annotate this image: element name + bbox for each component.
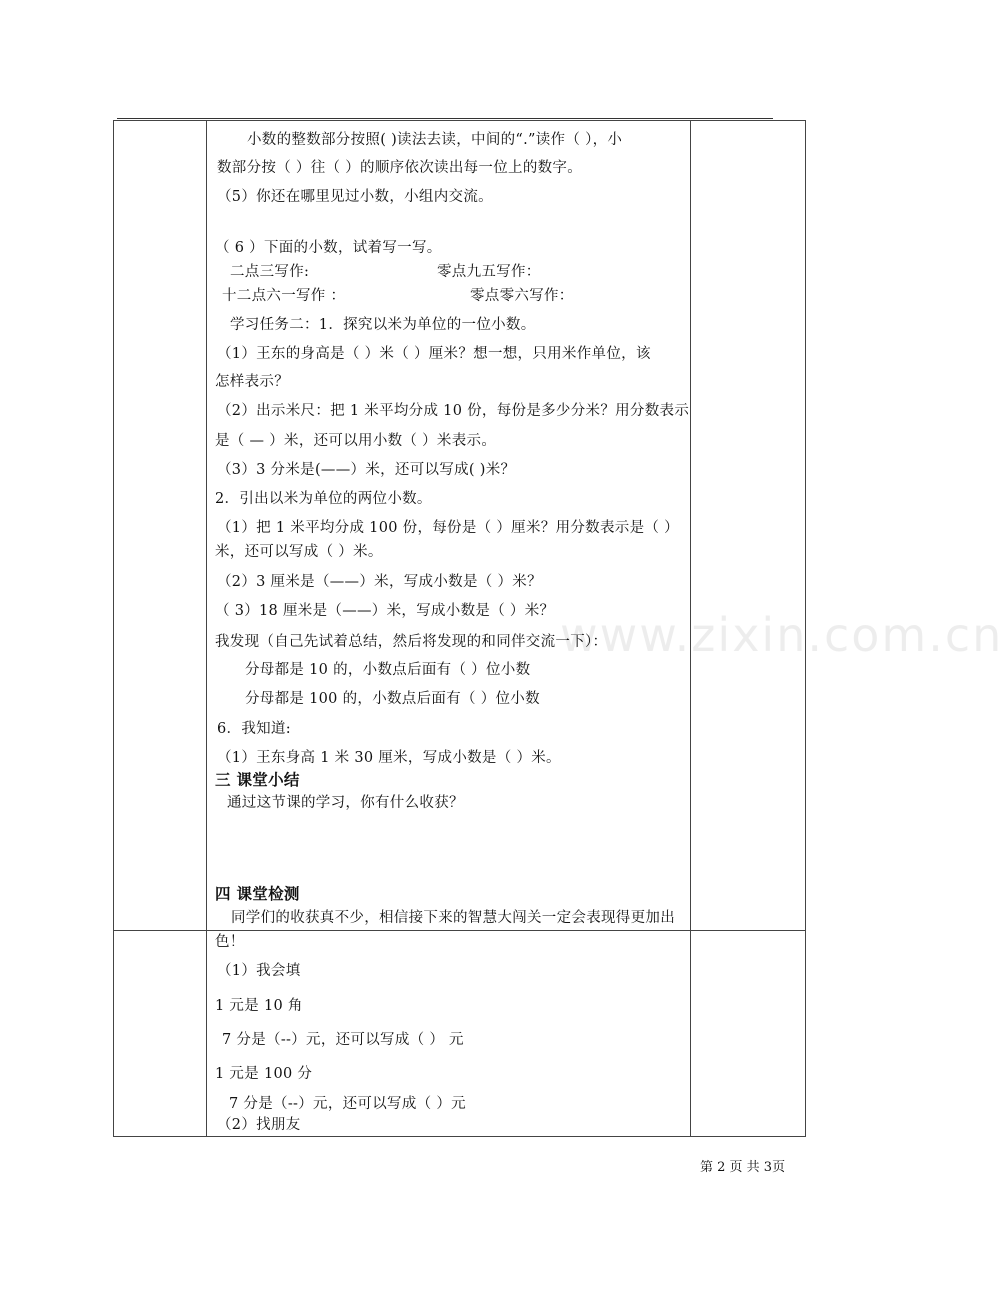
text-line: 我发现（自己先试着总结，然后将发现的和同伴交流一下）： (215, 634, 608, 650)
table-left-border (113, 120, 114, 1137)
text-line: 色！ (215, 934, 245, 950)
watermark: www.zixin.com.cn (560, 608, 1003, 662)
table-bottom-border (113, 1136, 806, 1137)
table-col-divider-1 (206, 120, 207, 1137)
table-row-divider (113, 930, 806, 931)
text-line: 6．我知道: (217, 721, 291, 737)
text-line: 数部分按（ ）往（ ）的顺序依次读出每一位上的数字。 (217, 160, 583, 176)
text-line: （ 3）18 厘米是（——）米，写成小数是（ ）米？ (215, 603, 555, 619)
table-top-border (113, 120, 806, 121)
text-line: （2）找朋友 (217, 1117, 301, 1133)
text-line: 是（ — ）米，还可以用小数（ ）米表示。 (215, 433, 497, 449)
text-line: （2）出示米尺：把 1 米平均分成 10 份，每份是多少分米？用分数表示 (217, 403, 690, 419)
text-line: （ 6 ）下面的小数，试着写一写。 (215, 240, 442, 256)
text-line: 2．引出以米为单位的两位小数。 (215, 491, 432, 507)
section-heading-quiz: 四 课堂检测 (215, 885, 300, 903)
text-line: 7 分是（--）元，还可以写成（ ）元 (229, 1096, 466, 1112)
text-line: 通过这节课的学习，你有什么收获？ (227, 795, 464, 811)
text-line: 十二点六一写作 ： (222, 288, 346, 304)
text-line: （5）你还在哪里见过小数，小组内交流。 (217, 189, 493, 205)
text-line: 小数的整数部分按照( )读法去读，中间的“.”读作（ ），小 (247, 132, 623, 148)
text-line: 怎样表示？ (215, 374, 289, 390)
text-line: 分母都是 10 的，小数点后面有（ ）位小数 (245, 662, 531, 678)
section-heading-summary: 三 课堂小结 (215, 771, 300, 789)
text-line: 米，还可以写成（ ）米。 (215, 544, 383, 560)
text-line: 二点三写作: (230, 264, 310, 280)
text-line: 零点零六写作： (470, 288, 574, 304)
text-line: 学习任务二：1．探究以米为单位的一位小数。 (230, 317, 536, 333)
top-rule (117, 118, 773, 119)
text-line: （2）3 厘米是（——）米，写成小数是（ ）米？ (217, 574, 542, 590)
text-line: （1）王东的身高是（ ）米（ ）厘米？想一想，只用米作单位，该 (217, 346, 651, 362)
text-line: 1 元是 10 角 (215, 998, 303, 1014)
text-line: （1）王东身高 1 米 30 厘米，写成小数是（ ）米。 (217, 750, 561, 766)
text-line: 零点九五写作： (437, 264, 541, 280)
text-line: （3）3 分米是(——）米，还可以写成( )米？ (217, 462, 516, 478)
text-line: 同学们的收获真不少，相信接下来的智慧大闯关一定会表现得更加出 (231, 910, 675, 926)
text-line: 1 元是 100 分 (215, 1066, 313, 1082)
text-line: 分母都是 100 的，小数点后面有（ ）位小数 (245, 691, 540, 707)
text-line: （1）把 1 米平均分成 100 份，每份是（ ）厘米？用分数表示是（ ） (217, 520, 679, 536)
text-line: （1）我会填 (217, 963, 301, 979)
page-footer: 第 2 页 共 3页 (700, 1160, 786, 1175)
text-line: 7 分是（--）元，还可以写成（ ） 元 (222, 1032, 464, 1048)
